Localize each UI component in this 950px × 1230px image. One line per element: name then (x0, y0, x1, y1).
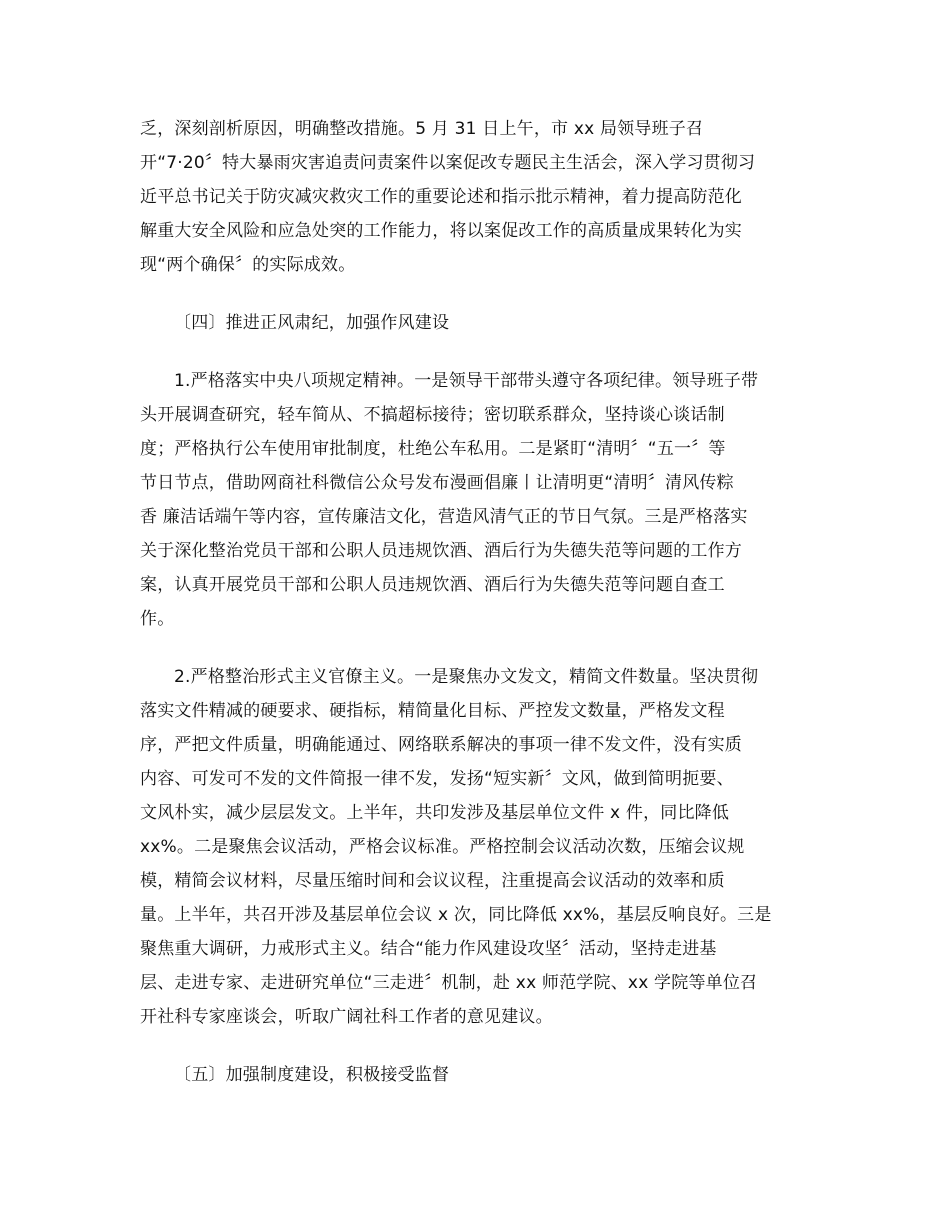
paragraph-1 (140, 112, 812, 282)
text-line: xx%。二是聚焦会议活动，严格会议标准。严格控制会议活动次数，压缩会议规 (140, 837, 745, 857)
heading-text: 〔四〕推进正风肃纪，加强作风建设 (174, 313, 450, 333)
text-line: 香 廉洁话端午等内容，宣传廉洁文化，营造风清气正的节日气氛。三是严格落实 (140, 507, 748, 527)
text-line: 度；严格执行公车使用审批制度，杜绝公车私用。二是紧盯“清明〞“五一〞等 (140, 439, 726, 459)
text-line: 头开展调查研究，轻车简从、不搞超标接待；密切联系群众，坚持谈心谈话制 (140, 405, 725, 425)
text-line: 1.严格落实中央八项规定精神。一是领导干部带头遵守各项纪律。领导班子带 (174, 371, 759, 391)
text-line: 层、走进专家、走进研究单位“三走进〞机制，赴 xx 师范学院、xx 学院等单位召 (140, 973, 758, 993)
text-line: 近平总书记关于防灾减灾救灾工作的重要论述和指示批示精神，着力提高防范化 (140, 187, 742, 207)
text-line: 序，严把文件质量，明确能通过、网络联系解决的事项一律不发文件，没有实质 (140, 735, 742, 755)
text-line: 量。上半年，共召开涉及基层单位会议 x 次，同比降低 xx%，基层反响良好。三是 (140, 905, 772, 925)
text-line: 开“7·20〞特大暴雨灾害追责问责案件以案促改专题民主生活会，深入学习贯彻习 (140, 153, 756, 173)
section-heading-4 (140, 306, 812, 340)
text-line: 节日节点，借助网商社科微信公众号发布漫画倡廉丨让清明更“清明〞清风传粽 (140, 473, 734, 493)
section-heading-5 (140, 1058, 812, 1092)
text-line: 关于深化整治党员干部和公职人员违规饮酒、酒后行为失德失范等问题的工作方 (140, 541, 742, 561)
text-line: 模，精简会议材料，尽量压缩时间和会议议程，注重提高会议活动的效率和质 (140, 871, 725, 891)
text-line: 作。 (140, 609, 175, 629)
text-line: 乏，深刻剖析原因，明确整改措施。5 月 31 日上午，市 xx 局领导班子召 (140, 119, 704, 139)
paragraph-3 (140, 660, 812, 1034)
text-line: 解重大安全风险和应急处突的工作能力，将以案促改工作的高质量成果转化为实 (140, 221, 742, 241)
paragraph-2 (140, 364, 812, 636)
text-line: 落实文件精减的硬要求、硬指标，精简量化目标、严控发文数量，严格发文程 (140, 701, 725, 721)
text-line: 文风朴实，减少层层发文。上半年，共印发涉及基层单位文件 x 件，同比降低 (140, 803, 730, 823)
text-line: 现“两个确保〞的实际成效。 (140, 255, 356, 275)
document-page (140, 112, 812, 1116)
text-line: 开社科专家座谈会，听取广阔社科工作者的意见建议。 (140, 1007, 553, 1027)
heading-text: 〔五〕加强制度建设，积极接受监督 (174, 1065, 450, 1085)
text-line: 聚焦重大调研，力戒形式主义。结合“能力作风建设攻坚〞活动，坚持走进基 (140, 939, 717, 959)
text-line: 2.严格整治形式主义官僚主义。一是聚焦办文发文，精简文件数量。坚决贯彻 (174, 667, 759, 687)
text-line: 案，认真开展党员干部和公职人员违规饮酒、酒后行为失德失范等问题自查工 (140, 575, 725, 595)
text-line: 内容、可发可不发的文件简报一律不发，发扬“短实新〞文风，做到简明扼要、 (140, 769, 734, 789)
